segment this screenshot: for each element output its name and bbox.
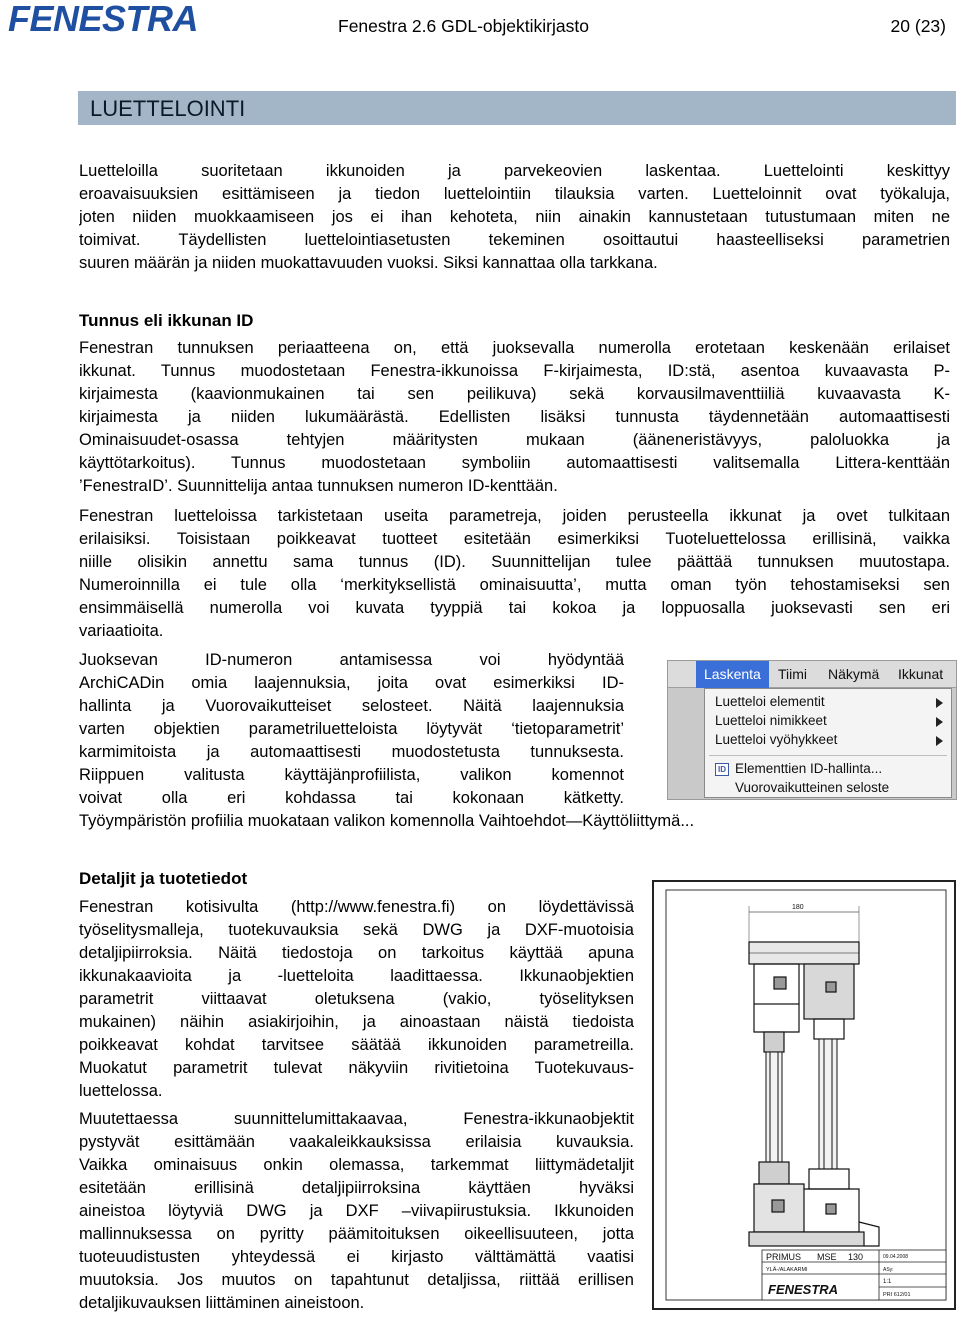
text-line: joten niiden muokkaamiseen jos ei ihan kehoteta, niin ainakin kannustetaan tutustumaan miten ne xyxy=(79,208,950,226)
text-line: käyttötarkoitus). Tunnus muodostetaan symboliin automaattisesti valitsemalla Littera-kenttään xyxy=(79,454,950,472)
text-line: ensimmäisellä numerolla voi kuvata tyyppiä tai kokoa ja loppuosalla juoksevasti sen eri xyxy=(79,599,950,617)
title-ref: PRI 612/01 xyxy=(883,1292,911,1298)
window-detail-drawing xyxy=(652,880,956,1310)
menu-separator xyxy=(709,755,947,756)
menu-item-luetteloi-elementit[interactable]: Luetteloi elementit xyxy=(715,694,825,709)
tunnus-heading: Tunnus eli ikkunan ID xyxy=(79,311,254,330)
section-title: LUETTELOINTI xyxy=(90,96,246,121)
top-frame-profile xyxy=(749,942,859,1052)
detaljit-paragraph-1 xyxy=(79,896,634,1103)
text-line: muutoksia. Jos muutos on tapahtunut detaljissa, riittää erillisen xyxy=(79,1271,634,1289)
text-line: detaljikuvauksen liittäminen aineistoon. xyxy=(79,1294,365,1312)
text-line: Juoksevan ID-numeron antamisessa voi hyödyntää xyxy=(79,651,624,669)
text-line: mallinnuksessa on pyritty päämitoituksen oikeellisuuteen, jotta xyxy=(79,1225,634,1243)
text-line: ’FenestraID’. Suunnittelija antaa tunnuksen numeron ID-kenttään. xyxy=(79,477,558,495)
text-line: karmimitoista ja automaattisesti muodostetusta tunnuksesta. xyxy=(79,743,624,761)
tunnus-paragraph-1 xyxy=(79,337,950,498)
text-line: kirjaimesta ja niiden lukumäärästä. Edellisten lisäksi tunnusta täydennetään automaattisesti xyxy=(79,408,950,426)
text-line: aineistoa löytyviä DWG ja DXF –viivapiirustuksia. Ikkunoiden xyxy=(79,1202,634,1220)
text-line: kirjaimesta (kaavionmukainen tai sen peilikuva) sekä korvausilmaventtiiliä kuvaavasta K- xyxy=(79,385,950,403)
menubar-laskenta[interactable]: Laskenta xyxy=(696,661,769,688)
menubar-nakyma[interactable]: Näkymä xyxy=(828,666,880,682)
title-asy: ASy: xyxy=(883,1267,894,1273)
text-line: parametrit viittaavat oletuksena (vakio, työselityksen xyxy=(79,990,634,1008)
bottom-frame-profile xyxy=(749,1162,879,1246)
menu-item-luetteloi-vyohykkeet[interactable]: Luetteloi vyöhykkeet xyxy=(715,732,838,747)
text-line: Fenestran kotisivulta (http://www.fenestra.fi) on löydettävissä xyxy=(79,898,634,916)
menu-item-id-hallinta[interactable]: Elementtien ID-hallinta... xyxy=(735,761,883,776)
text-line: luettelossa. xyxy=(79,1082,163,1100)
title-product: PRIMUS xyxy=(766,1252,802,1262)
text-line: erilaisiksi. Toisistaan poikkeavat tuotteet esitetään esimerkiksi Tuoteluettelossa erillisinä, vaikka xyxy=(79,530,950,548)
svg-text:FENESTRA: FENESTRA xyxy=(8,0,199,39)
text-line: eroavaisuuksien esittämiseen ja tiedon luettelointiin tilauksia varten. Luetteloinnit ovat työkaluja, xyxy=(79,185,950,203)
laskenta-dropdown xyxy=(704,688,952,798)
menu-item-vuorovaikutteinen-seloste[interactable]: Vuorovaikutteinen seloste xyxy=(735,780,890,795)
title-subtitle: YLÄ-/ALAKARMI xyxy=(766,1267,808,1273)
text-line: tuoteuudistusten yhteydessä ei kirjasto välttämättä vaatisi xyxy=(79,1248,634,1266)
text-line: niille olisikin annettu sama tunnus (ID). Suunnittelijan tulee päättää tunnuksen muutostapa. xyxy=(79,553,950,571)
text-line: hallinta ja Vuorovaikutteiset selosteet. Näitä laajennuksia xyxy=(79,697,624,715)
text-line: Muokatut parametrit tulevat näkyviin rivitietoina Tuotekuvaus- xyxy=(79,1059,634,1077)
text-line: Työympäristön profiilia muokataan valikon komennolla Vaihtoehdot—Käyttöliittymä... xyxy=(79,812,695,830)
menu-screenshot xyxy=(667,660,957,800)
tunnus-paragraph-2 xyxy=(79,505,950,643)
text-line: Vaikka ominaisuus onkin olemassa, tarkemmat liittymädetaljit xyxy=(79,1156,634,1174)
text-line: Fenestran luetteloissa tarkistetaan useita parametreja, joiden perusteella ikkunat ja ovet tulkitaan xyxy=(79,507,950,525)
text-line: variaatioita. xyxy=(79,622,164,640)
title-model: MSE xyxy=(817,1252,837,1262)
text-line: Riippuen valitusta käyttäjänprofiilista, valikon komennot xyxy=(79,766,624,784)
document-title: Fenestra 2.6 GDL-objektikirjasto xyxy=(338,16,589,36)
text-line: detaljipiirroksia. Näitä tiedostoja on tarkoitus käyttää apuna xyxy=(79,944,634,962)
text-line: varten objektien parametriluetteloista löytyvät ‘tietoparametrit’ xyxy=(79,720,624,738)
fenestra-logo xyxy=(6,0,216,40)
text-line: suuren määrän ja niiden muokattavuuden vuoksi. Siksi kannattaa olla tarkkana. xyxy=(79,254,658,272)
drawing-svg xyxy=(654,882,954,1308)
detaljit-paragraph-2 xyxy=(79,1108,634,1315)
intro-paragraph xyxy=(79,160,950,275)
detaljit-heading: Detaljit ja tuotetiedot xyxy=(79,869,248,888)
text-line: Luetteloilla suoritetaan ikkunoiden ja parvekeovien laskentaa. Luettelointi keskittyy xyxy=(79,162,950,180)
title-code: 130 xyxy=(848,1252,864,1262)
text-line: Ominaisuudet-osassa tehtyjen määritysten mukaan (ääneneristävyys, paloluokka ja xyxy=(79,431,950,449)
text-line: voivat olla eri kohdassa tai kokonaan kätketty. xyxy=(79,789,624,807)
text-line: esitetään erillisinä detaljipiirroksina käyttäen hyväksi xyxy=(79,1179,634,1197)
text-line: ArchiCADin omia laajennuksia, joita ovat esimerkiksi ID- xyxy=(79,674,624,692)
text-line: Muutettaessa suunnittelumittakaavaa, Fenestra-ikkunaobjektit xyxy=(79,1110,634,1128)
text-line: pystyvät esittämään vaakaleikkauksissa erilaisia kuvauksia. xyxy=(79,1133,634,1151)
id-icon: ID xyxy=(715,763,729,776)
title-scale: 1:1 xyxy=(883,1279,892,1285)
submenu-arrow-icon xyxy=(936,736,943,746)
submenu-arrow-icon xyxy=(936,698,943,708)
text-line: työselitysmalleja, tuotekuvauksia sekä DWG ja DXF-muotoisia xyxy=(79,921,634,939)
page-number: 20 (23) xyxy=(890,16,946,36)
menu-item-luetteloi-nimikkeet[interactable]: Luetteloi nimikkeet xyxy=(715,713,827,728)
menubar-tiimi[interactable]: Tiimi xyxy=(778,666,808,682)
text-line: toimivat. Täydellisten luettelointiasetusten tekeminen osoittautui haasteelliseksi parametrien xyxy=(79,231,950,249)
text-line: mukainen) näihin asiakirjoihin, ja ainoastaan näistä tiedoista xyxy=(79,1013,634,1031)
glazing-section xyxy=(766,1039,837,1169)
section-banner xyxy=(78,91,956,125)
text-line: Numeroinnilla ei tule olla ‘merkityksellistä ominaisuutta’, mutta oman työn tehostamiseksi sen xyxy=(79,576,950,594)
submenu-arrow-icon xyxy=(936,717,943,727)
tunnus-paragraph-3 xyxy=(79,649,695,833)
dimension-label: 180 xyxy=(792,904,804,911)
text-line: poikkeavat kohdat tarvitsee säätää ikkunoiden parametreilla. xyxy=(79,1036,634,1054)
text-line: Fenestran tunnuksen periaatteena on, että juoksevalla numerolla erotetaan keskenään erilaiset xyxy=(79,339,950,357)
title-date: 09.04.2008 xyxy=(883,1254,909,1260)
menubar-ikkunat[interactable]: Ikkunat xyxy=(898,666,944,682)
menu-bar xyxy=(668,661,956,688)
title-logo: FENESTRA xyxy=(768,1282,839,1297)
text-line: ikkunakaavioita ja -luetteloita laadittaessa. Ikkunaobjektien xyxy=(79,967,634,985)
text-line: ikkunat. Tunnus muodostetaan Fenestra-ikkunoissa F-kirjaimesta, ID:stä, asentoa kuvaavasta P- xyxy=(79,362,950,380)
